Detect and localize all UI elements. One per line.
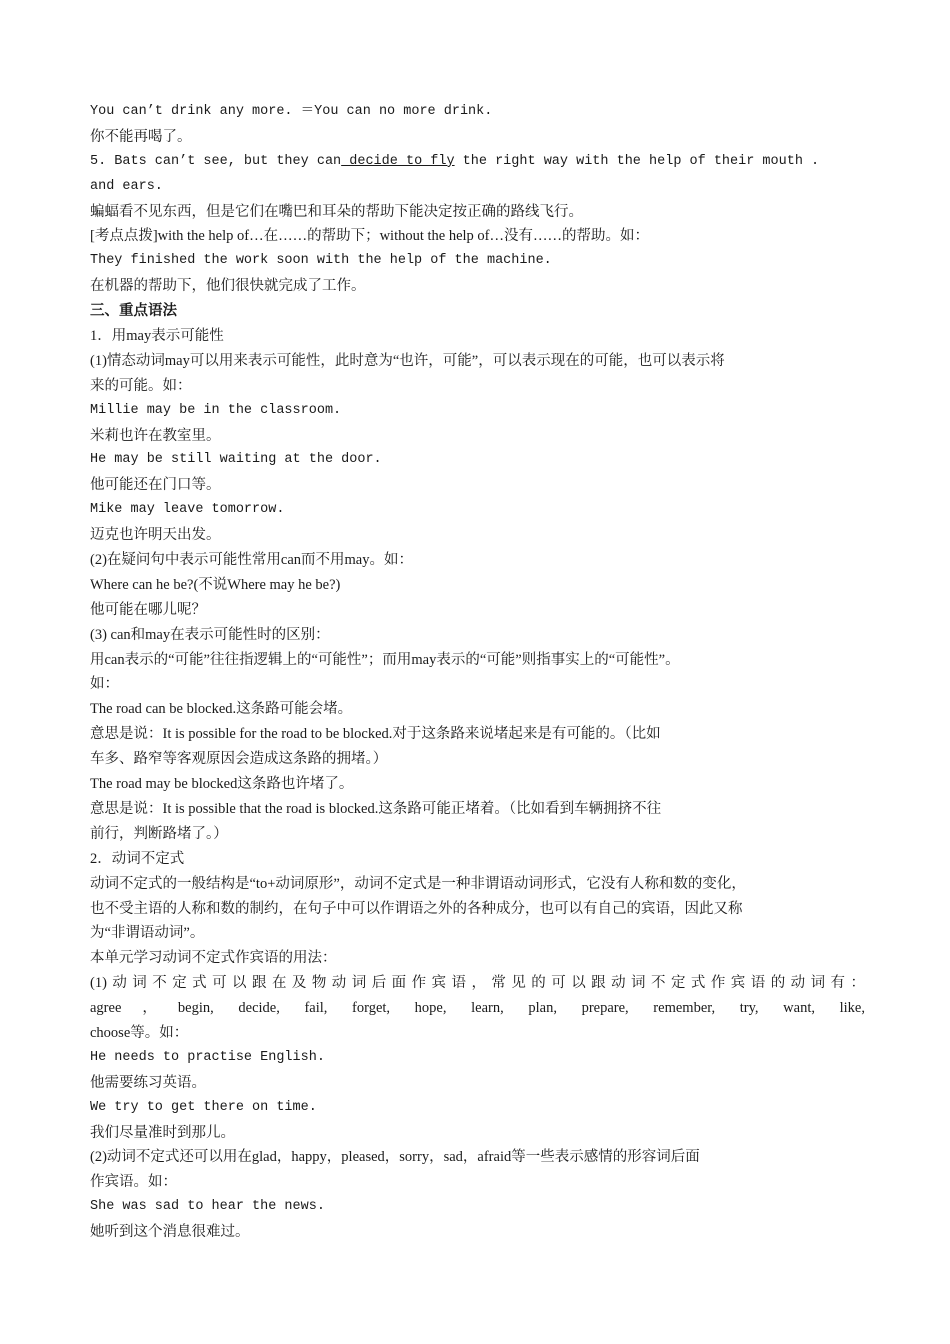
text-span: We try to get there on time. — [90, 1099, 317, 1115]
text-span: 作宾语。如： — [90, 1174, 177, 1191]
text-line — [90, 697, 865, 722]
text-span: They finished the work soon with the help of the machine. — [90, 253, 552, 269]
text-line — [90, 996, 865, 1021]
text-line — [90, 249, 865, 274]
text-span: The road may be blocked这条路也许堵了。 — [90, 776, 354, 793]
text-span: [考点点拨]with the help of…在……的帮助下；without the help of…没有……的帮助。如： — [90, 228, 650, 245]
text-span: 意思是说：It is possible that the road is blocked.这条路可能正堵着。（比如看到车辆拥挤不往 — [90, 800, 662, 817]
text-line — [90, 1220, 865, 1245]
text-line — [90, 872, 865, 897]
text-line — [90, 1046, 865, 1071]
text-line — [90, 448, 865, 473]
document-page — [90, 100, 865, 1245]
text-span: Millie may be in the classroom. — [90, 402, 342, 418]
text-span: The road can be blocked.这条路可能会堵。 — [90, 701, 353, 718]
text-line — [90, 125, 865, 150]
text-span: 他需要练习英语。 — [90, 1074, 206, 1091]
text-span: 三、重点语法 — [90, 303, 177, 320]
text-span: 你不能再喝了。 — [90, 128, 192, 145]
text-span: 迈克也许明天出发。 — [90, 527, 221, 544]
text-line — [90, 797, 865, 822]
text-span: He needs to practise English. — [90, 1049, 325, 1065]
text-span: 5. Bats can’t see, but they can — [90, 153, 342, 169]
text-line — [90, 1170, 865, 1195]
text-span: 本单元学习动词不定式作宾语的用法： — [90, 950, 337, 967]
text-line — [90, 847, 865, 872]
text-line — [90, 1071, 865, 1096]
text-line — [90, 224, 865, 249]
text-line — [90, 921, 865, 946]
text-line — [90, 374, 865, 399]
text-line — [90, 274, 865, 299]
text-line — [90, 299, 865, 324]
text-span: 动词不定式的一般结构是“to+动词原形”，动词不定式是一种非谓语动词形式，它没有人称和数的变化， — [90, 875, 746, 892]
text-span: choose等。如： — [90, 1024, 189, 1041]
text-span: Where can he be?(不说Where may he be?) — [90, 576, 341, 593]
text-line — [90, 1021, 865, 1046]
text-line — [90, 1195, 865, 1220]
text-line — [90, 946, 865, 971]
text-line — [90, 897, 865, 922]
text-span: 来的可能。如： — [90, 377, 192, 394]
text-span: You can’t drink any more. ＝You can no more drink. — [90, 104, 493, 119]
text-span: She was sad to hear the news. — [90, 1199, 325, 1215]
text-line — [90, 772, 865, 797]
text-line — [90, 1096, 865, 1121]
text-span: 米莉也许在教室里。 — [90, 427, 221, 444]
text-span: 2．动词不定式 — [90, 850, 185, 867]
text-span: 她听到这个消息很难过。 — [90, 1224, 250, 1241]
text-line — [90, 648, 865, 673]
text-line — [90, 399, 865, 424]
text-span: (2)动词不定式还可以用在glad，happy，pleased，sorry，sad，afraid等一些表示感情的形容词后面 — [90, 1149, 700, 1166]
text-line — [90, 150, 865, 175]
text-span: 在机器的帮助下，他们很快就完成了工作。 — [90, 278, 366, 295]
text-span: 如： — [90, 676, 119, 693]
text-line — [90, 200, 865, 225]
text-line — [90, 672, 865, 697]
text-line — [90, 1121, 865, 1146]
text-span: 蝙蝠看不见东西，但是它们在嘴巴和耳朵的帮助下能决定按正确的路线飞行。 — [90, 203, 583, 220]
text-span: 车多、路窄等客观原因会造成这条路的拥堵。） — [90, 751, 388, 768]
text-line — [90, 349, 865, 374]
text-line — [90, 822, 865, 847]
text-span: 也不受主语的人称和数的制约，在句子中可以作谓语之外的各种成分，也可以有自己的宾语，因此又称 — [90, 900, 743, 917]
text-line — [90, 175, 865, 200]
text-span: 为“非谓语动词”。 — [90, 925, 205, 942]
text-line — [90, 523, 865, 548]
text-span: 用can表示的“可能”往往指逻辑上的“可能性”；而用may表示的“可能”则指事实上的“可能性”。 — [90, 651, 680, 668]
text-line — [90, 598, 865, 623]
text-line — [90, 324, 865, 349]
text-span: and ears. — [90, 178, 163, 194]
text-span: the right way with the help of their mouth . — [454, 153, 820, 169]
text-span: Mike may leave tomorrow. — [90, 502, 285, 518]
text-line — [90, 747, 865, 772]
text-line — [90, 623, 865, 648]
text-span: 前行，判断路堵了。） — [90, 825, 228, 842]
text-line — [90, 100, 865, 125]
text-line — [90, 1145, 865, 1170]
text-span: 1．用may表示可能性 — [90, 328, 224, 345]
text-line — [90, 424, 865, 449]
text-span: decide to fly — [341, 153, 455, 169]
text-line — [90, 498, 865, 523]
text-span: (2)在疑问句中表示可能性常用can而不用may。如： — [90, 552, 413, 569]
text-span: He may be still waiting at the door. — [90, 452, 382, 468]
text-span: 他可能还在门口等。 — [90, 477, 221, 494]
text-line — [90, 548, 865, 573]
text-line — [90, 473, 865, 498]
text-span: (1)动词不定式可以跟在及物动词后面作宾语，常见的可以跟动词不定式作宾语的动词有： — [90, 975, 865, 992]
text-line — [90, 971, 865, 996]
text-span: 意思是说：It is possible for the road to be blocked.对于这条路来说堵起来是有可能的。（比如 — [90, 726, 661, 743]
text-span: (1)情态动词may可以用来表示可能性，此时意为“也许，可能”，可以表示现在的可能，也可以表示将 — [90, 352, 725, 369]
text-line — [90, 722, 865, 747]
text-span: 他可能在哪儿呢？ — [90, 601, 206, 618]
text-span: agree，begin, decide, fail, forget, hope, learn, plan, prepare, remember, try, want, like, — [90, 1000, 865, 1017]
text-span: (3) can和may在表示可能性时的区别： — [90, 626, 330, 643]
text-line — [90, 573, 865, 598]
text-span: 我们尽量准时到那儿。 — [90, 1124, 235, 1141]
